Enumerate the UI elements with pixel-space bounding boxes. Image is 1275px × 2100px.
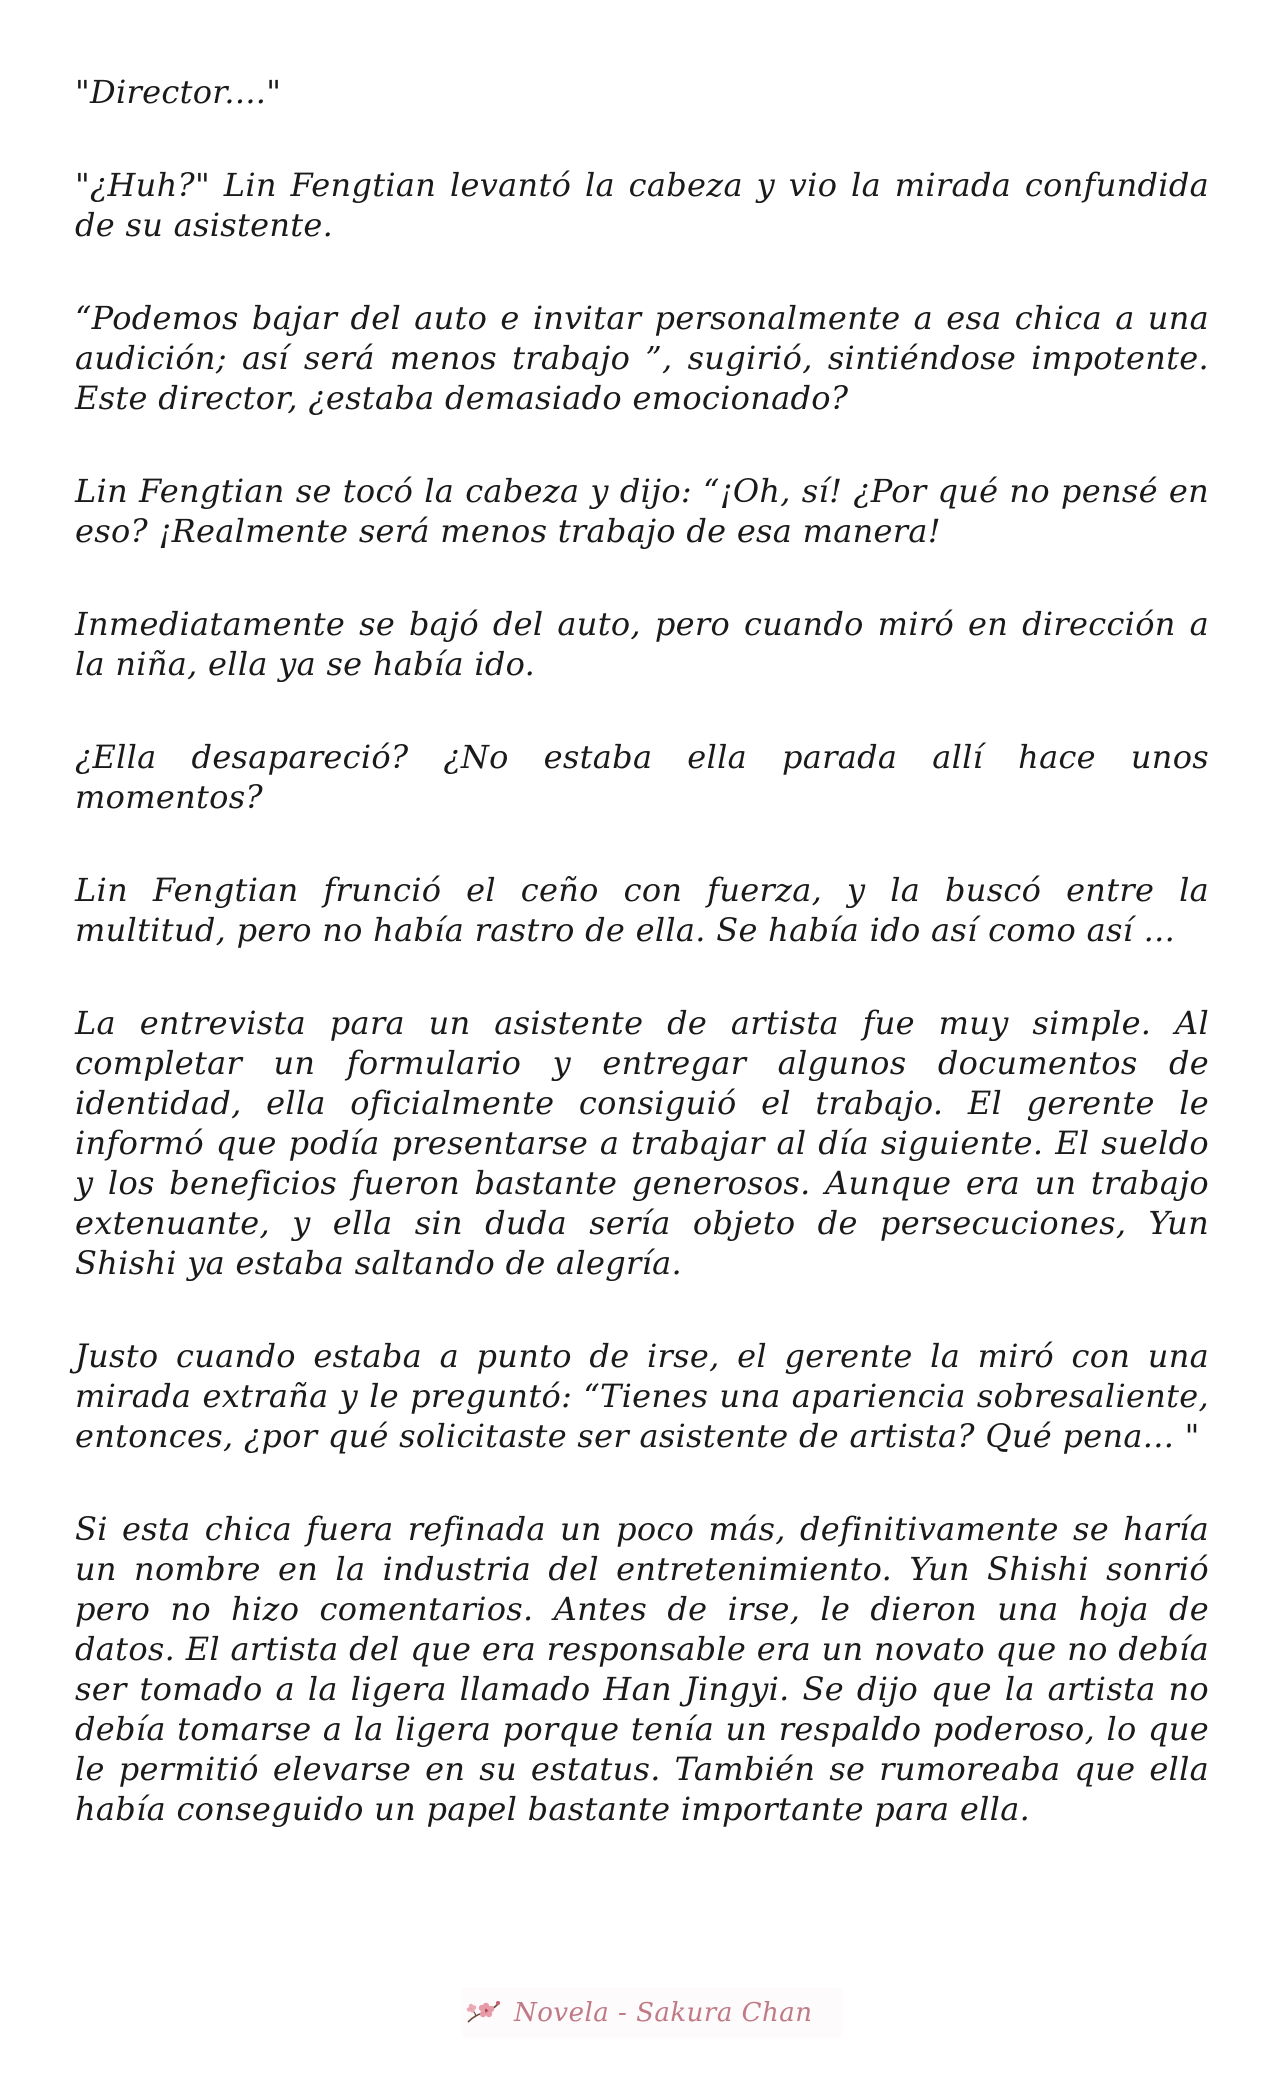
- watermark-text: Novela - Sakura Chan: [514, 1998, 813, 2028]
- paragraph-3: “Podemos bajar del auto e invitar personalmente a esa chica a una audición; así será menos trabajo ”, sugirió, sintiéndose impotente. Este director, ¿estaba demasiado emocionado?: [75, 299, 1209, 417]
- sakura-blossom-icon: [462, 1992, 504, 2034]
- paragraph-5: Inmediatamente se bajó del auto, pero cuando miró en dirección a la niña, ella ya se había ido.: [75, 605, 1209, 683]
- paragraph-7: Lin Fengtian frunció el ceño con fuerza, y la buscó entre la multitud, pero no había rastro de ella. Se había ido así como así ...: [75, 871, 1209, 949]
- paragraph-9: Justo cuando estaba a punto de irse, el gerente la miró con una mirada extraña y le preguntó: “Tienes una apariencia sobresaliente, entonces, ¿por qué solicitaste ser asistente de artista? Qué pena... ": [75, 1337, 1209, 1455]
- paragraph-8: La entrevista para un asistente de artista fue muy simple. Al completar un formulario y entregar algunos documentos de identidad, ella oficialmente consiguió el trabajo. El gerente le informó que podía presentarse a trabajar al día siguiente. El sueldo y los beneficios fueron bastante generosos. Aunque era un trabajo extenuante, y ella sin duda sería objeto de persecuciones, Yun Shishi ya estaba saltando de alegría.: [75, 1004, 1209, 1282]
- paragraph-2: "¿Huh?" Lin Fengtian levantó la cabeza y vio la mirada confundida de su asistente.: [75, 166, 1209, 244]
- watermark: [462, 1988, 842, 2038]
- paragraph-4: Lin Fengtian se tocó la cabeza y dijo: “¡Oh, sí! ¿Por qué no pensé en eso? ¡Realmente será menos trabajo de esa manera!: [75, 472, 1209, 550]
- paragraph-1: "Director....": [75, 73, 282, 111]
- paragraph-6: ¿Ella desapareció? ¿No estaba ella parada allí hace unos momentos?: [75, 738, 1209, 816]
- paragraph-10: Si esta chica fuera refinada un poco más, definitivamente se haría un nombre en la industria del entretenimiento. Yun Shishi sonrió pero no hizo comentarios. Antes de irse, le dieron una hoja de datos. El artista del que era responsable era un novato que no debía ser tomado a la ligera llamado Han Jingyi. Se dijo que la artista no debía tomarse a la ligera porque tenía un respaldo poderoso, lo que le permitió elevarse en su estatus. También se rumoreaba que ella había conseguido un papel bastante importante para ella.: [75, 1510, 1209, 1828]
